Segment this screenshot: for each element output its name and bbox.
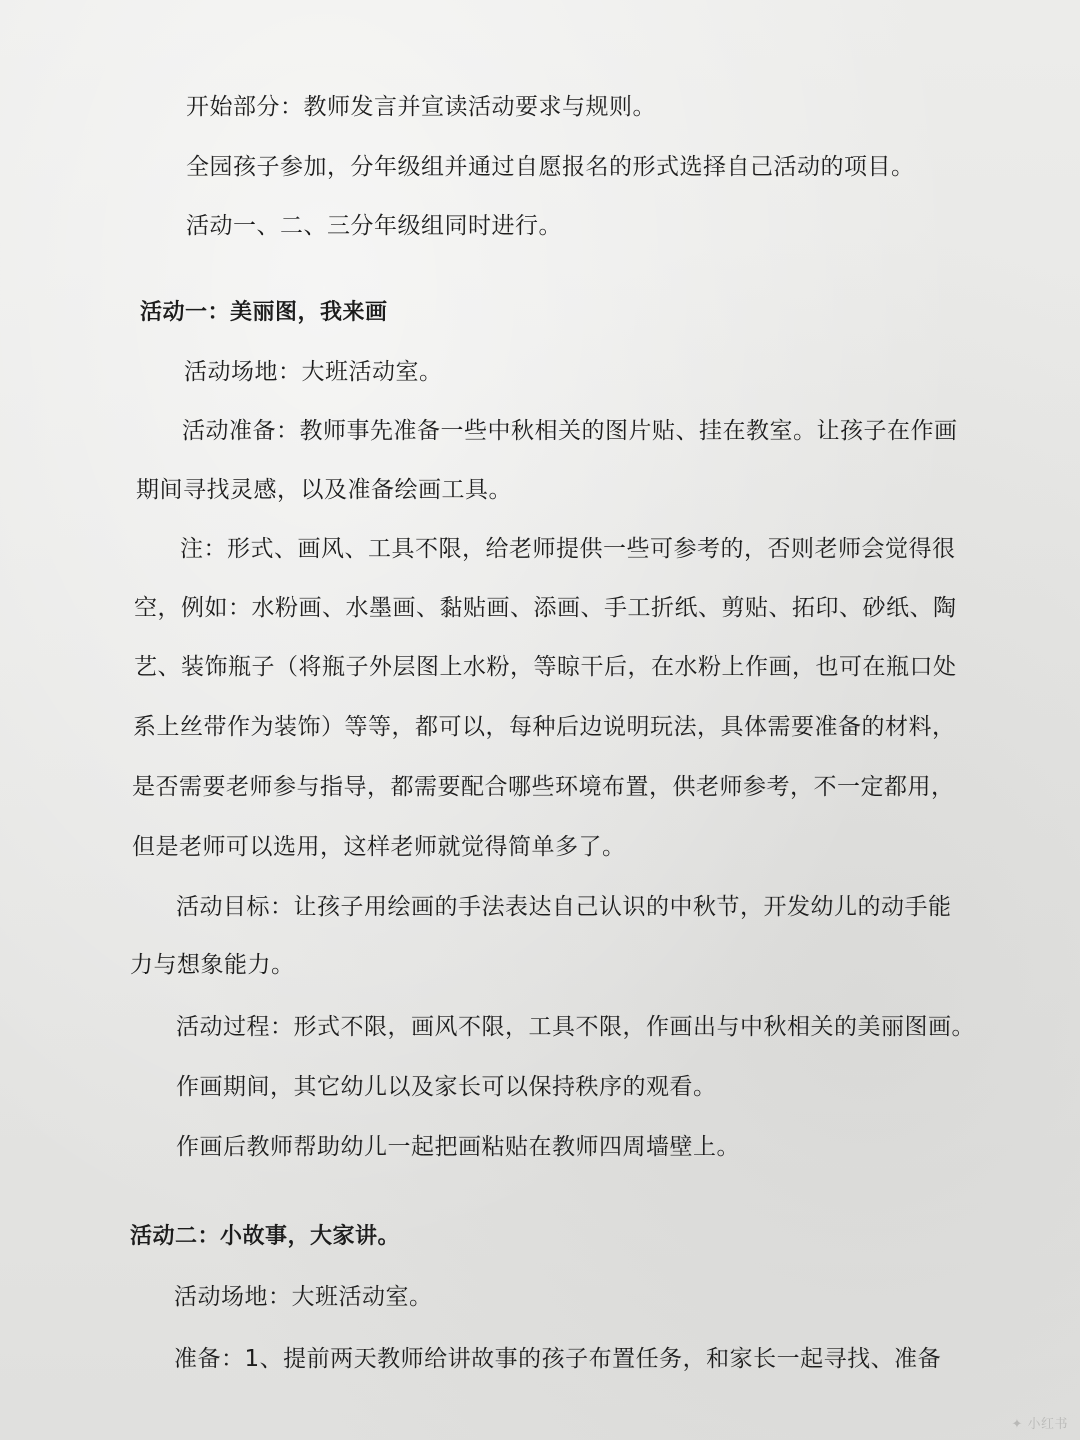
watermark-logo: ✦ 小红书 xyxy=(1011,1417,1068,1432)
paragraph-line: 活动目标：让孩子用绘画的手法表达自己认识的中秋节，开发幼儿的动手能 xyxy=(176,894,952,920)
paragraph-line: 系上丝带作为装饰）等等，都可以，每种后边说明玩法，具体需要准备的材料， xyxy=(133,714,956,740)
section-heading-activity-2: 活动二：小故事，大家讲。 xyxy=(130,1224,401,1249)
paragraph-line: 准备：1、提前两天教师给讲故事的孩子布置任务，和家长一起寻找、准备 xyxy=(174,1346,942,1372)
paragraph-line: 活动场地：大班活动室。 xyxy=(184,359,443,385)
paragraph-line: 活动一、二、三分年级组同时进行。 xyxy=(186,213,562,239)
paragraph-line: 空，例如：水粉画、水墨画、黏贴画、添画、手工折纸、剪贴、拓印、砂纸、陶 xyxy=(134,595,957,621)
paragraph-line: 力与想象能力。 xyxy=(130,952,295,978)
section-heading-activity-1: 活动一：美丽图，我来画 xyxy=(140,300,388,325)
paragraph-line: 期间寻找灵感，以及准备绘画工具。 xyxy=(136,477,512,503)
paragraph-line: 但是老师可以选用，这样老师就觉得简单多了。 xyxy=(132,834,626,860)
paragraph-line: 是否需要老师参与指导，都需要配合哪些环境布置，供老师参考，不一定都用， xyxy=(132,774,955,800)
paragraph-line: 活动准备：教师事先准备一些中秋相关的图片贴、挂在教室。让孩子在作画 xyxy=(182,418,958,444)
paragraph-line: 活动场地：大班活动室。 xyxy=(174,1284,433,1310)
paragraph-line: 活动过程：形式不限，画风不限，工具不限，作画出与中秋相关的美丽图画。 xyxy=(176,1014,975,1040)
paragraph-line: 作画后教师帮助幼儿一起把画粘贴在教师四周墙壁上。 xyxy=(176,1134,740,1160)
paragraph-line: 全园孩子参加，分年级组并通过自愿报名的形式选择自己活动的项目。 xyxy=(186,154,915,180)
paragraph-line: 艺、装饰瓶子（将瓶子外层图上水粉，等晾干后，在水粉上作画，也可在瓶口处 xyxy=(134,654,957,680)
paragraph-line: 注：形式、画风、工具不限，给老师提供一些可参考的，否则老师会觉得很 xyxy=(180,536,956,562)
paragraph-line: 开始部分：教师发言并宣读活动要求与规则。 xyxy=(186,94,656,120)
paragraph-line: 作画期间，其它幼儿以及家长可以保持秩序的观看。 xyxy=(176,1074,717,1100)
